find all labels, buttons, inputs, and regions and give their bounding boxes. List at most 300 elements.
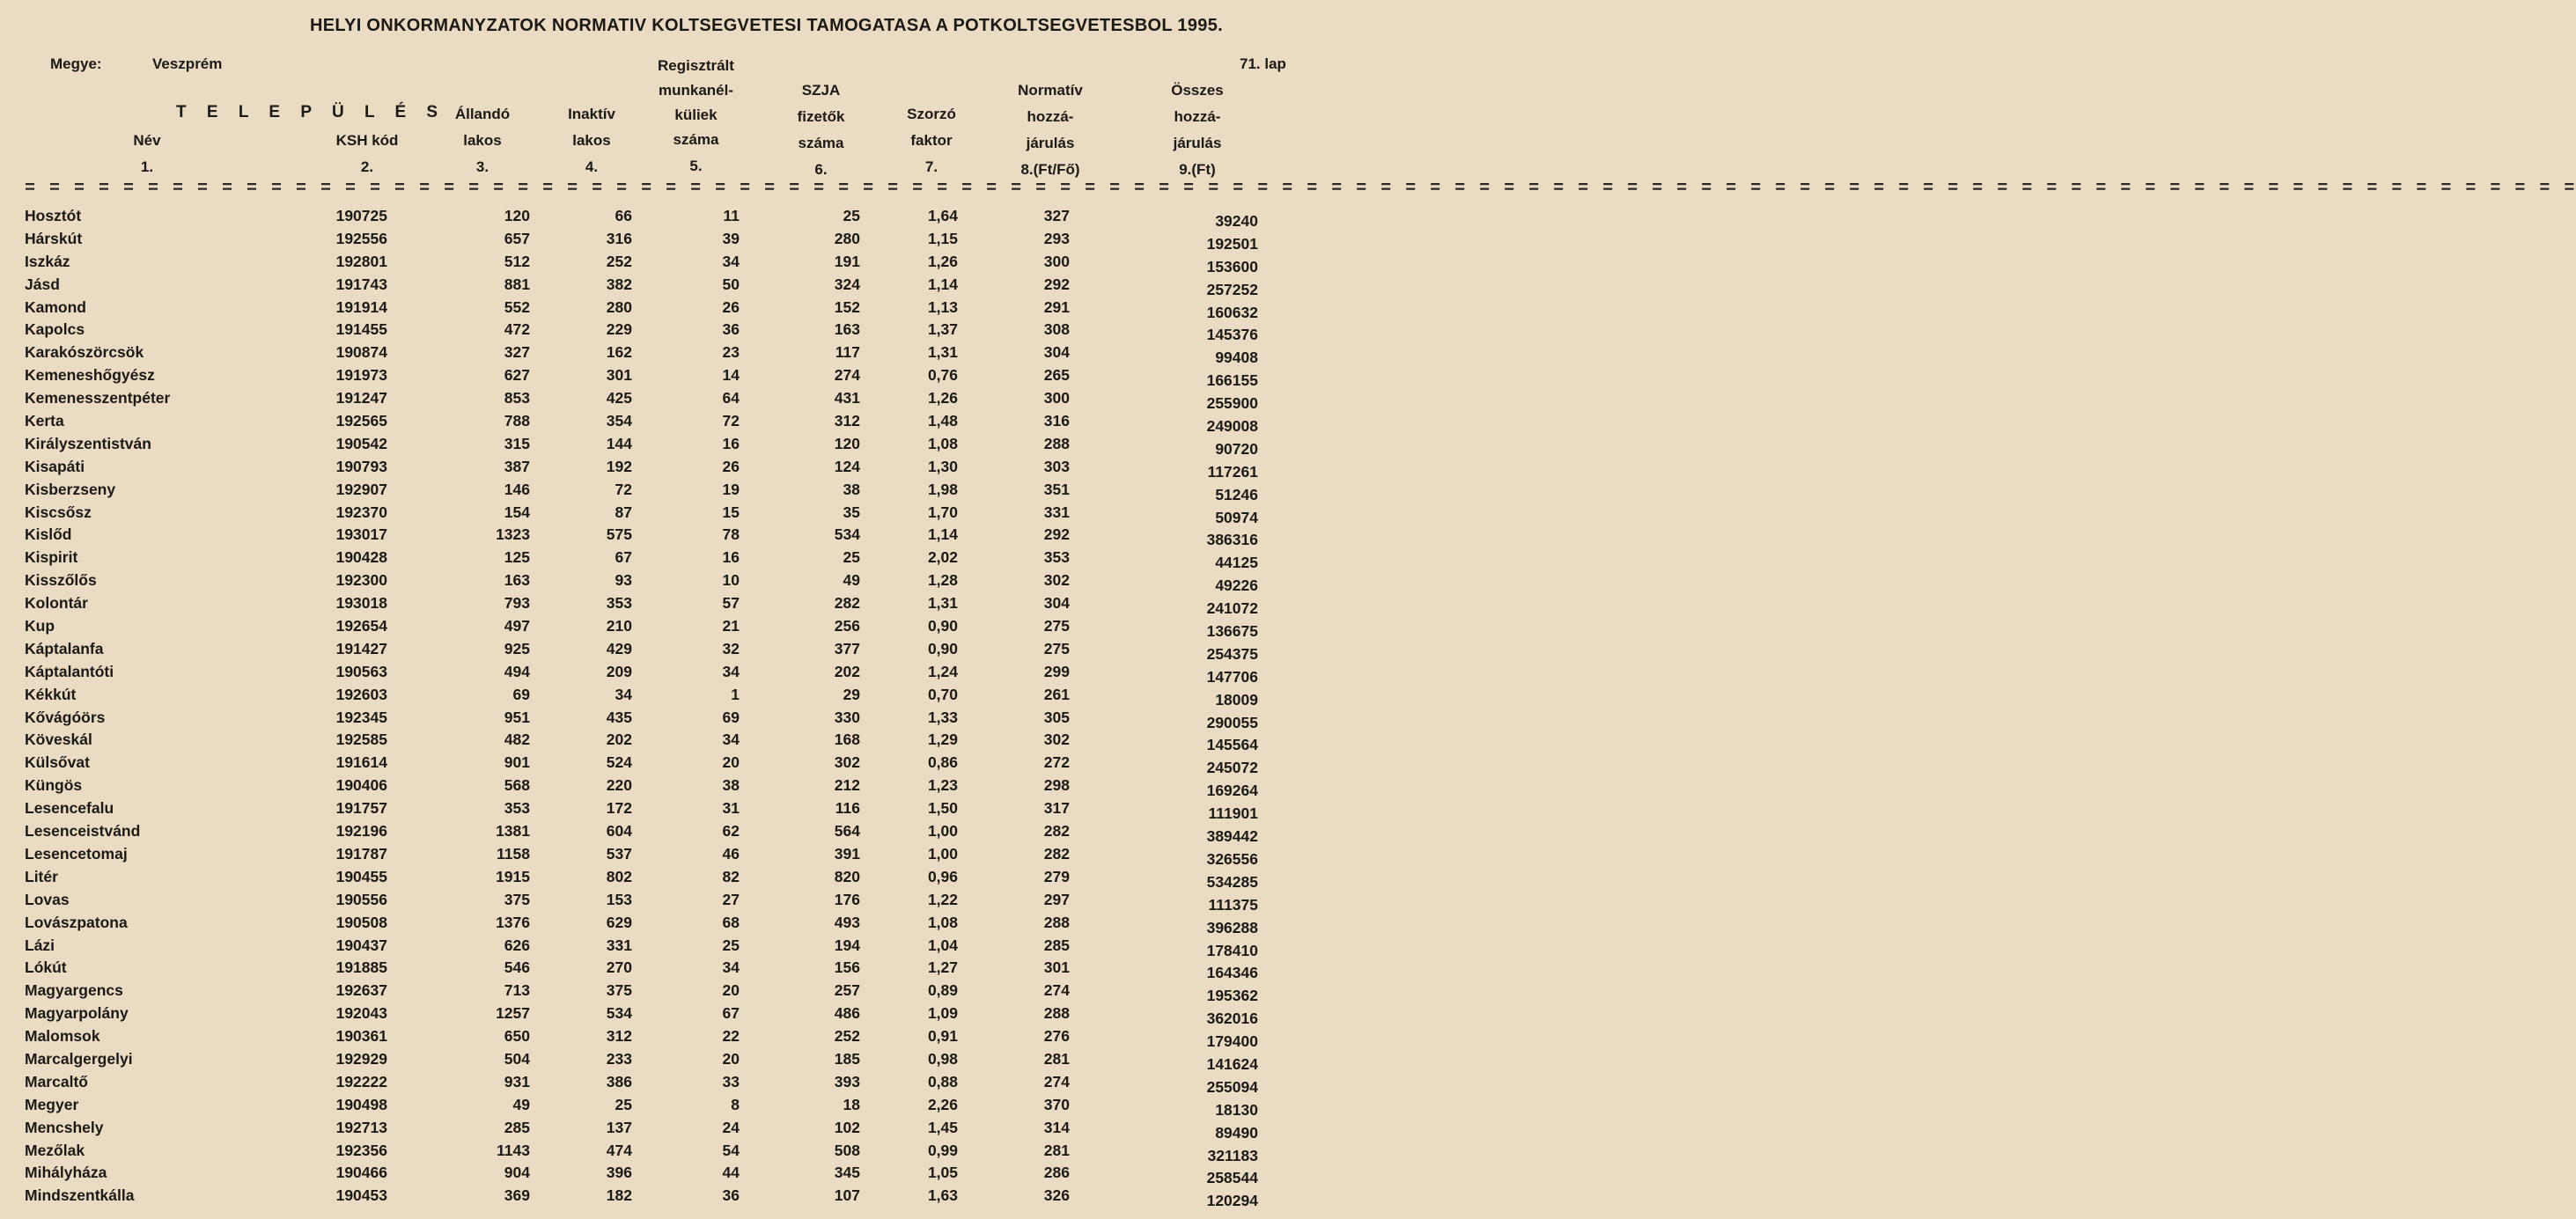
cell-name: Királyszentistván — [25, 434, 151, 452]
cell-ksh-code: 192654 — [335, 617, 387, 635]
cell-ksh-code: 191743 — [335, 275, 387, 293]
cell-normativ-hozzajarulas: 291 — [1043, 297, 1070, 316]
cell-name: Marcaltő — [25, 1072, 88, 1090]
cell-normativ-hozzajarulas: 353 — [1043, 548, 1070, 567]
cell-szorzo-faktor: 0,86 — [927, 753, 958, 772]
cell-szorzo-faktor: 2,26 — [927, 1095, 958, 1113]
col-header-line: 1. — [140, 158, 154, 175]
cell-szorzo-faktor: 1,63 — [927, 1186, 958, 1205]
cell-normativ-hozzajarulas: 286 — [1043, 1164, 1070, 1182]
table-row — [0, 820, 1381, 846]
cell-szja-fizetok: 202 — [834, 662, 860, 680]
cell-regisztralt-munkanelkuliek: 21 — [722, 617, 740, 635]
cell-ksh-code: 190793 — [335, 457, 387, 475]
cell-name: Kapolcs — [25, 320, 85, 339]
table-row — [0, 274, 1381, 297]
cell-osszes-hozzajarulas: 18009 — [1215, 690, 1258, 709]
cell-szorzo-faktor: 1,08 — [927, 434, 958, 452]
cell-name: Kemenesszentpéter — [25, 389, 171, 408]
cell-normativ-hozzajarulas: 299 — [1043, 662, 1070, 680]
cell-regisztralt-munkanelkuliek: 1 — [731, 685, 740, 703]
cell-ksh-code: 191914 — [335, 297, 387, 316]
cell-szorzo-faktor: 1,33 — [927, 708, 958, 726]
cell-regisztralt-munkanelkuliek: 25 — [722, 936, 740, 954]
cell-inaktiv-lakos: 524 — [606, 753, 632, 772]
cell-szorzo-faktor: 1,14 — [927, 525, 958, 544]
cell-name: Hosztót — [25, 207, 82, 224]
cell-szja-fizetok: 486 — [834, 1004, 860, 1023]
cell-ksh-code: 192222 — [335, 1072, 387, 1090]
cell-szorzo-faktor: 1,45 — [927, 1118, 958, 1136]
cell-regisztralt-munkanelkuliek: 50 — [722, 275, 740, 293]
table-row — [0, 661, 1381, 684]
cell-normativ-hozzajarulas: 293 — [1043, 229, 1070, 247]
cell-ksh-code: 191455 — [335, 320, 387, 339]
table-row — [0, 889, 1381, 912]
cell-inaktiv-lakos: 534 — [606, 1004, 632, 1023]
cell-regisztralt-munkanelkuliek: 27 — [722, 890, 740, 908]
cell-inaktiv-lakos: 153 — [606, 890, 632, 908]
cell-inaktiv-lakos: 474 — [606, 1141, 632, 1159]
table-row — [0, 410, 1381, 436]
cell-osszes-hozzajarulas: 362016 — [1206, 1010, 1258, 1028]
table-row — [0, 1071, 1381, 1094]
cell-normativ-hozzajarulas: 331 — [1043, 503, 1070, 521]
cell-normativ-hozzajarulas: 327 — [1043, 207, 1070, 224]
cell-regisztralt-munkanelkuliek: 68 — [722, 913, 740, 931]
col-header-line: SZJA — [801, 82, 841, 99]
table-row — [0, 775, 1381, 800]
table-row — [0, 912, 1381, 935]
cell-regisztralt-munkanelkuliek: 24 — [722, 1118, 740, 1136]
cell-allando-lakos: 793 — [504, 594, 530, 613]
cell-regisztralt-munkanelkuliek: 64 — [722, 389, 740, 408]
cell-szorzo-faktor: 1,23 — [927, 776, 958, 795]
cell-allando-lakos: 49 — [512, 1095, 530, 1113]
table-row — [0, 1002, 1381, 1028]
cell-szja-fizetok: 152 — [834, 297, 860, 316]
cell-normativ-hozzajarulas: 300 — [1043, 389, 1070, 408]
cell-name: Kővágóörs — [25, 708, 106, 726]
col-header-line: 9.(Ft) — [1179, 161, 1216, 178]
cell-inaktiv-lakos: 34 — [615, 685, 632, 703]
cell-normativ-hozzajarulas: 301 — [1043, 958, 1070, 977]
cell-regisztralt-munkanelkuliek: 11 — [723, 207, 740, 224]
cell-osszes-hozzajarulas: 254375 — [1206, 644, 1258, 663]
table-row — [0, 456, 1381, 479]
cell-osszes-hozzajarulas: 169264 — [1206, 782, 1258, 800]
cell-osszes-hozzajarulas: 195362 — [1206, 987, 1258, 1005]
cell-szja-fizetok: 391 — [834, 844, 860, 863]
cell-ksh-code: 190725 — [335, 207, 387, 224]
cell-allando-lakos: 146 — [504, 480, 530, 498]
table-row — [0, 387, 1381, 413]
cell-name: Magyargencs — [25, 981, 123, 1000]
col-header-line: 6. — [814, 161, 828, 178]
table-row — [0, 707, 1381, 730]
cell-ksh-code: 190563 — [335, 662, 387, 680]
cell-osszes-hozzajarulas: 258544 — [1206, 1169, 1258, 1187]
cell-szorzo-faktor: 1,00 — [927, 822, 958, 841]
cell-regisztralt-munkanelkuliek: 22 — [722, 1027, 740, 1046]
cell-inaktiv-lakos: 316 — [606, 229, 632, 247]
cell-name: Lovas — [25, 890, 70, 908]
cell-osszes-hozzajarulas: 249008 — [1206, 417, 1258, 436]
cell-ksh-code: 191247 — [335, 389, 387, 408]
cell-szja-fizetok: 25 — [843, 207, 860, 224]
cell-ksh-code: 190453 — [335, 1186, 387, 1205]
cell-szorzo-faktor: 1,28 — [927, 571, 958, 590]
county-value: Veszprém — [152, 55, 223, 72]
cell-ksh-code: 190498 — [335, 1095, 387, 1113]
col-header-normativ — [993, 77, 1108, 183]
table-row — [0, 935, 1381, 958]
cell-normativ-hozzajarulas: 265 — [1043, 366, 1070, 385]
cell-inaktiv-lakos: 354 — [606, 412, 632, 430]
cell-inaktiv-lakos: 220 — [606, 776, 632, 795]
cell-allando-lakos: 512 — [504, 252, 530, 270]
cell-szorzo-faktor: 0,89 — [927, 981, 958, 1000]
cell-allando-lakos: 120 — [504, 207, 530, 224]
table-row — [0, 364, 1381, 390]
cell-name: Jásd — [25, 275, 60, 293]
cell-inaktiv-lakos: 396 — [606, 1164, 632, 1182]
cell-allando-lakos: 375 — [504, 890, 530, 908]
table-row — [0, 251, 1381, 274]
col-header-faktor — [892, 101, 971, 180]
cell-normativ-hozzajarulas: 305 — [1043, 708, 1070, 726]
cell-szorzo-faktor: 0,91 — [927, 1027, 958, 1046]
cell-regisztralt-munkanelkuliek: 44 — [722, 1164, 740, 1182]
cell-regisztralt-munkanelkuliek: 46 — [722, 844, 740, 863]
col-header-line: járulás — [1026, 135, 1075, 151]
cell-name: Magyarpolány — [25, 1004, 129, 1023]
cell-allando-lakos: 1381 — [496, 822, 530, 841]
cell-ksh-code: 192345 — [335, 708, 387, 726]
cell-ksh-code: 190455 — [335, 867, 387, 885]
cell-allando-lakos: 552 — [504, 297, 530, 316]
cell-osszes-hozzajarulas: 99408 — [1215, 349, 1258, 367]
cell-szja-fizetok: 508 — [834, 1141, 860, 1159]
cell-regisztralt-munkanelkuliek: 72 — [722, 412, 740, 430]
cell-name: Hárskút — [25, 229, 83, 247]
cell-szorzo-faktor: 1,09 — [927, 1004, 958, 1023]
cell-inaktiv-lakos: 72 — [615, 480, 632, 498]
cell-szja-fizetok: 18 — [843, 1095, 860, 1113]
cell-regisztralt-munkanelkuliek: 8 — [731, 1095, 740, 1113]
cell-normativ-hozzajarulas: 275 — [1043, 639, 1070, 657]
cell-name: Mihályháza — [25, 1164, 107, 1182]
cell-allando-lakos: 315 — [504, 434, 530, 452]
cell-allando-lakos: 482 — [504, 731, 530, 749]
cell-szja-fizetok: 820 — [834, 867, 860, 885]
cell-name: Marcalgergelyi — [25, 1049, 133, 1068]
cell-szorzo-faktor: 1,22 — [927, 890, 958, 908]
table-row — [0, 319, 1381, 344]
cell-inaktiv-lakos: 425 — [606, 389, 632, 408]
cell-ksh-code: 192300 — [335, 571, 387, 590]
cell-szja-fizetok: 25 — [843, 548, 860, 567]
cell-osszes-hozzajarulas: 39240 — [1215, 212, 1258, 230]
cell-name: Küngös — [25, 776, 83, 795]
col-header-line: munkanél- — [658, 82, 734, 99]
cell-inaktiv-lakos: 137 — [606, 1118, 632, 1136]
cell-szja-fizetok: 282 — [834, 594, 860, 613]
cell-ksh-code: 191973 — [335, 366, 387, 385]
cell-osszes-hozzajarulas: 290055 — [1206, 713, 1258, 731]
col-header-line: 4. — [585, 158, 599, 175]
cell-szja-fizetok: 274 — [834, 366, 860, 385]
table-row — [0, 1117, 1381, 1140]
cell-szja-fizetok: 534 — [834, 525, 860, 544]
cell-szja-fizetok: 377 — [834, 639, 860, 657]
cell-regisztralt-munkanelkuliek: 38 — [722, 776, 740, 795]
cell-ksh-code: 192713 — [335, 1118, 387, 1136]
cell-osszes-hozzajarulas: 51246 — [1215, 485, 1258, 503]
col-header-nev — [116, 128, 178, 180]
cell-allando-lakos: 369 — [504, 1186, 530, 1205]
cell-allando-lakos: 904 — [504, 1164, 530, 1182]
cell-regisztralt-munkanelkuliek: 34 — [722, 662, 740, 680]
cell-szorzo-faktor: 1,05 — [927, 1164, 958, 1182]
cell-name: Megyer — [25, 1095, 79, 1113]
cell-normativ-hozzajarulas: 317 — [1043, 799, 1070, 818]
col-header-line: KSH kód — [335, 132, 399, 149]
cell-normativ-hozzajarulas: 316 — [1043, 412, 1070, 430]
cell-szja-fizetok: 102 — [834, 1118, 860, 1136]
cell-inaktiv-lakos: 67 — [615, 548, 632, 567]
cell-allando-lakos: 69 — [512, 685, 530, 703]
cell-allando-lakos: 901 — [504, 753, 530, 772]
cell-normativ-hozzajarulas: 274 — [1043, 981, 1070, 1000]
cell-regisztralt-munkanelkuliek: 62 — [722, 822, 740, 841]
cell-ksh-code: 191885 — [335, 958, 387, 977]
cell-szorzo-faktor: 0,98 — [927, 1049, 958, 1068]
cell-allando-lakos: 154 — [504, 503, 530, 521]
cell-osszes-hozzajarulas: 49226 — [1215, 576, 1258, 595]
cell-normativ-hozzajarulas: 300 — [1043, 252, 1070, 270]
cell-regisztralt-munkanelkuliek: 10 — [722, 571, 740, 590]
cell-inaktiv-lakos: 604 — [606, 822, 632, 841]
cell-regisztralt-munkanelkuliek: 20 — [722, 1049, 740, 1068]
cell-szja-fizetok: 256 — [834, 617, 860, 635]
cell-ksh-code: 192929 — [335, 1049, 387, 1068]
cell-osszes-hozzajarulas: 145564 — [1206, 736, 1258, 754]
cell-normativ-hozzajarulas: 326 — [1043, 1186, 1070, 1205]
table-row — [0, 957, 1381, 980]
cell-szja-fizetok: 312 — [834, 412, 860, 430]
cell-normativ-hozzajarulas: 292 — [1043, 525, 1070, 544]
cell-allando-lakos: 881 — [504, 275, 530, 293]
cell-inaktiv-lakos: 429 — [606, 639, 632, 657]
cell-ksh-code: 190428 — [335, 548, 387, 567]
cell-szja-fizetok: 163 — [834, 320, 860, 339]
table-row — [0, 684, 1381, 707]
cell-ksh-code: 190437 — [335, 936, 387, 954]
cell-regisztralt-munkanelkuliek: 36 — [722, 320, 740, 339]
col-header-line: hozzá- — [1027, 108, 1074, 125]
cell-ksh-code: 190874 — [335, 343, 387, 362]
cell-ksh-code: 192603 — [335, 685, 387, 703]
cell-regisztralt-munkanelkuliek: 34 — [722, 252, 740, 270]
cell-osszes-hozzajarulas: 164346 — [1206, 964, 1258, 982]
cell-osszes-hozzajarulas: 179400 — [1206, 1032, 1258, 1051]
table-row — [0, 1025, 1381, 1051]
cell-allando-lakos: 163 — [504, 571, 530, 590]
cell-inaktiv-lakos: 252 — [606, 252, 632, 270]
cell-name: Kemeneshőgyész — [25, 366, 155, 385]
cell-szorzo-faktor: 1,26 — [927, 389, 958, 408]
col-header-line: Szorzó — [907, 106, 956, 122]
cell-allando-lakos: 657 — [504, 229, 530, 247]
cell-szorzo-faktor: 0,70 — [927, 685, 958, 703]
cell-name: Lesencefalu — [25, 799, 114, 818]
cell-osszes-hozzajarulas: 136675 — [1206, 622, 1258, 641]
table-row — [0, 569, 1381, 595]
cell-inaktiv-lakos: 382 — [606, 275, 632, 293]
cell-name: Külsővat — [25, 753, 90, 772]
cell-name: Lázi — [25, 936, 55, 954]
col-header-line: lakos — [572, 132, 611, 149]
table-row — [0, 433, 1381, 456]
cell-allando-lakos: 125 — [504, 548, 530, 567]
cell-szorzo-faktor: 1,70 — [927, 503, 958, 521]
cell-normativ-hozzajarulas: 261 — [1043, 685, 1070, 703]
cell-osszes-hozzajarulas: 111375 — [1208, 895, 1258, 914]
table-row — [0, 615, 1381, 641]
cell-name: Mezőlak — [25, 1141, 85, 1159]
cell-szja-fizetok: 124 — [834, 457, 860, 475]
cell-allando-lakos: 472 — [504, 320, 530, 339]
cell-allando-lakos: 285 — [504, 1118, 530, 1136]
cell-allando-lakos: 546 — [504, 958, 530, 977]
col-header-allando — [443, 101, 522, 180]
cell-szorzo-faktor: 1,98 — [927, 480, 958, 498]
cell-allando-lakos: 1323 — [496, 525, 530, 544]
cell-inaktiv-lakos: 353 — [606, 594, 632, 613]
cell-regisztralt-munkanelkuliek: 23 — [722, 343, 740, 362]
cell-ksh-code: 190542 — [335, 434, 387, 452]
table-row — [0, 1140, 1381, 1163]
col-header-line: Összes — [1171, 82, 1224, 99]
cell-osszes-hozzajarulas: 18130 — [1215, 1100, 1258, 1119]
cell-osszes-hozzajarulas: 89490 — [1215, 1123, 1258, 1142]
cell-szja-fizetok: 156 — [834, 958, 860, 977]
cell-allando-lakos: 931 — [504, 1072, 530, 1090]
cell-szorzo-faktor: 1,14 — [927, 275, 958, 293]
col-header-line: száma — [798, 135, 844, 151]
col-header-osszes — [1149, 77, 1246, 183]
cell-name: Iszkáz — [25, 252, 70, 270]
cell-ksh-code: 191427 — [335, 639, 387, 657]
cell-szja-fizetok: 345 — [834, 1164, 860, 1182]
cell-szorzo-faktor: 1,50 — [927, 799, 958, 818]
header-separator: = = = = = = = = = = = = = = = = = = = = = = = = = = = = = = = = = = = = = = = = = = = = = = = = = = = = = = = = = = = = = = = = = = = = = = = = = = = = = = = = = = = = = = = = = = = = = = = = = = = = = = = = — [25, 179, 2576, 199]
cell-allando-lakos: 1257 — [496, 1004, 530, 1023]
cell-inaktiv-lakos: 202 — [606, 731, 632, 749]
cell-szja-fizetok: 212 — [834, 776, 860, 795]
col-header-line: Név — [133, 132, 161, 149]
col-header-line: 5. — [689, 158, 703, 174]
cell-allando-lakos: 327 — [504, 343, 530, 362]
cell-name: Kisszőlős — [25, 571, 97, 590]
cell-szja-fizetok: 29 — [843, 685, 860, 703]
cell-allando-lakos: 1915 — [496, 867, 530, 885]
cell-szorzo-faktor: 1,64 — [927, 207, 958, 224]
cell-regisztralt-munkanelkuliek: 16 — [722, 548, 740, 567]
cell-osszes-hozzajarulas: 141624 — [1206, 1054, 1258, 1073]
cell-normativ-hozzajarulas: 282 — [1043, 844, 1070, 863]
cell-inaktiv-lakos: 537 — [606, 844, 632, 863]
cell-allando-lakos: 1143 — [497, 1141, 530, 1159]
cell-szorzo-faktor: 1,08 — [927, 913, 958, 931]
cell-name: Lókút — [25, 958, 67, 977]
cell-osszes-hozzajarulas: 389442 — [1206, 827, 1258, 846]
cell-szja-fizetok: 185 — [834, 1049, 860, 1068]
cell-ksh-code: 191757 — [335, 799, 387, 818]
table-row — [0, 524, 1381, 547]
cell-szja-fizetok: 393 — [834, 1072, 860, 1090]
cell-allando-lakos: 713 — [504, 981, 530, 1000]
cell-szja-fizetok: 194 — [834, 936, 860, 954]
cell-szorzo-faktor: 2,02 — [927, 548, 958, 567]
cell-name: Mindszentkálla — [25, 1186, 135, 1205]
cell-regisztralt-munkanelkuliek: 19 — [722, 480, 740, 498]
col-header-line: 3. — [475, 158, 489, 175]
cell-szorzo-faktor: 1,13 — [927, 297, 958, 316]
page-number: 71. lap — [1240, 55, 1286, 72]
telepules-heading: T E L E P Ü L É S — [176, 103, 446, 121]
cell-osszes-hozzajarulas: 534285 — [1206, 872, 1258, 891]
cell-szja-fizetok: 252 — [834, 1027, 860, 1046]
cell-osszes-hozzajarulas: 396288 — [1206, 918, 1258, 936]
cell-normativ-hozzajarulas: 288 — [1043, 434, 1070, 452]
col-header-line: küliek — [674, 106, 718, 123]
cell-osszes-hozzajarulas: 166155 — [1206, 371, 1258, 390]
cell-regisztralt-munkanelkuliek: 15 — [722, 503, 740, 521]
cell-szja-fizetok: 117 — [835, 343, 860, 362]
cell-ksh-code: 192043 — [335, 1004, 387, 1023]
cell-normativ-hozzajarulas: 288 — [1043, 1004, 1070, 1023]
cell-allando-lakos: 353 — [504, 799, 530, 818]
cell-normativ-hozzajarulas: 285 — [1043, 936, 1070, 954]
cell-name: Lesencetomaj — [25, 844, 128, 863]
cell-normativ-hozzajarulas: 302 — [1043, 571, 1070, 590]
cell-allando-lakos: 1158 — [497, 844, 530, 863]
cell-inaktiv-lakos: 629 — [606, 913, 632, 931]
cell-osszes-hozzajarulas: 178410 — [1206, 941, 1258, 959]
cell-osszes-hozzajarulas: 111901 — [1208, 804, 1258, 823]
cell-allando-lakos: 494 — [504, 662, 530, 680]
table-row — [0, 797, 1381, 823]
col-header-line: faktor — [910, 132, 953, 149]
document-title: HELYI ONKORMANYZATOK NORMATIV KOLTSEGVETESI TAMOGATASA A POTKOLTSEGVETESBOL 1995. — [310, 16, 1223, 35]
cell-normativ-hozzajarulas: 304 — [1043, 343, 1070, 362]
cell-name: Kolontár — [25, 594, 88, 613]
cell-name: Kamond — [25, 297, 86, 316]
cell-normativ-hozzajarulas: 281 — [1043, 1049, 1070, 1068]
cell-szorzo-faktor: 0,90 — [927, 617, 958, 635]
table-row — [0, 1048, 1381, 1071]
table-row — [0, 592, 1381, 618]
cell-name: Kispirit — [25, 548, 78, 567]
cell-normativ-hozzajarulas: 370 — [1043, 1095, 1070, 1113]
cell-ksh-code: 191787 — [335, 844, 387, 863]
cell-inaktiv-lakos: 25 — [615, 1095, 632, 1113]
cell-inaktiv-lakos: 192 — [606, 457, 632, 475]
cell-szja-fizetok: 176 — [834, 890, 860, 908]
cell-ksh-code: 192585 — [335, 731, 387, 749]
